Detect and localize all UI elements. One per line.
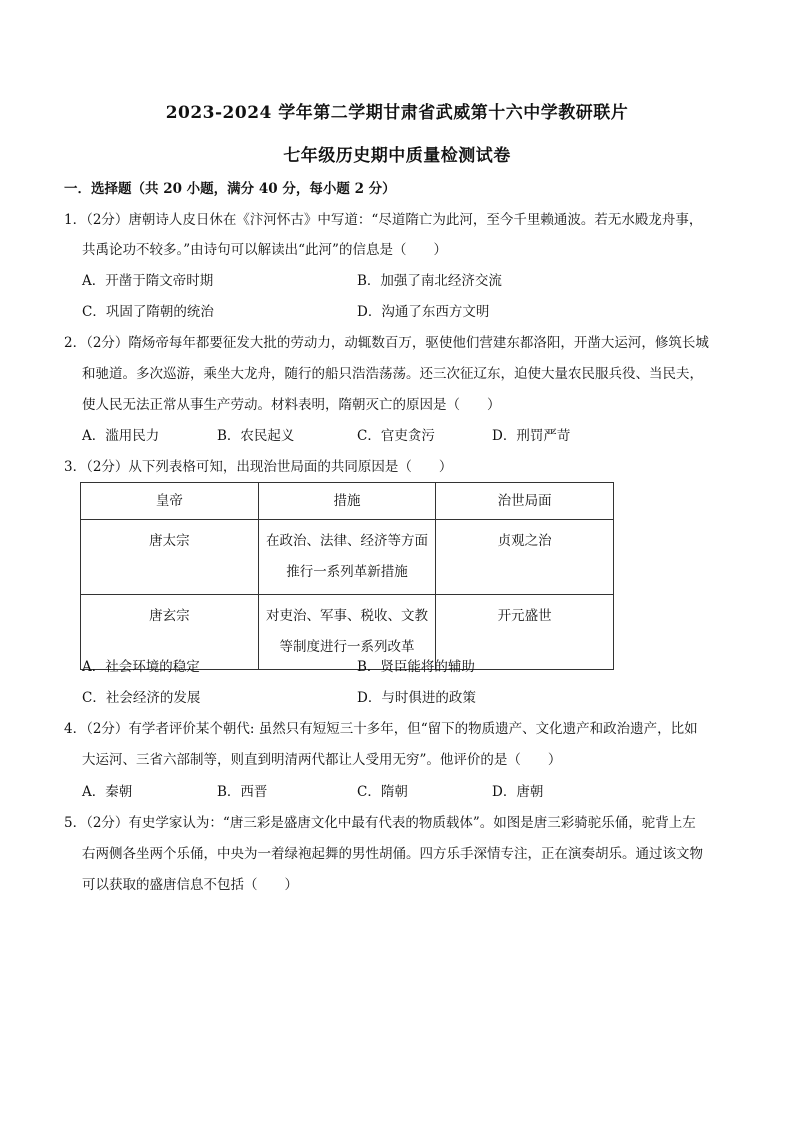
q1-option-c: C．巩固了隋朝的统治	[82, 304, 214, 320]
q2-line-3: 使人民无法正常从事生产劳动。材料表明，隋朝灭亡的原因是（ ）	[82, 397, 501, 413]
q2-line-2: 和驰道。多次巡游，乘坐大龙舟，随行的船只浩浩荡荡。还三次征辽东，迫使大量农民服兵役、当民夫，	[82, 366, 703, 382]
q3-option-d: D．与时俱进的政策	[357, 690, 476, 706]
q3-option-b: B．贤臣能将的辅助	[357, 659, 475, 675]
q3-table	[80, 482, 614, 670]
q1-line-1: 1．（2分）唐朝诗人皮日休在《汴河怀古》中写道：“尽道隋亡为此河，至今千里赖通波。若无水殿龙舟事，	[64, 212, 703, 228]
q3-row1-measure	[258, 520, 436, 595]
q2-option-c: C．官吏贪污	[357, 428, 435, 444]
q2-option-d: D．刑罚严苛	[492, 428, 571, 444]
q4-line-1: 4．（2分）有学者评价某个朝代: 虽然只有短短三十多年，但“留下的物质遗产、文化遗产和政治遗产，比如	[64, 721, 698, 737]
q3-table-header-row	[81, 483, 614, 520]
q1-option-d: D．沟通了东西方文明	[357, 304, 490, 320]
q3-header-measure: 措施	[258, 483, 436, 520]
q2-option-a: A．滥用民力	[82, 428, 160, 444]
q3-row1-emperor: 唐太宗	[81, 520, 259, 595]
q2-option-b: B．农民起义	[217, 428, 295, 444]
q1-option-b: B．加强了南北经济交流	[357, 273, 502, 289]
q3-table-row	[81, 520, 614, 595]
q4-option-b: B．西晋	[217, 784, 268, 800]
section-heading: 一．选择题（共 20 小题，满分 40 分，每小题 2 分）	[64, 181, 396, 197]
q5-line-1: 5．（2分）有史学家认为：“唐三彩是盛唐文化中最有代表的物质载体”。如图是唐三彩骑驼乐俑，驼背上左	[64, 815, 696, 831]
q3-row1-measure-line-2: 推行一系列革新措施	[286, 564, 408, 580]
q3-row1-result: 贞观之治	[436, 520, 614, 595]
q5-line-2: 右两侧各坐两个乐俑，中央为一着绿袍起舞的男性胡俑。四方乐手深情专注，正在演奏胡乐。通过该文物	[82, 846, 703, 862]
exam-title: 2023-2024 学年第二学期甘肃省武威第十六中学教研联片	[165, 103, 629, 123]
q4-option-c: C．隋朝	[357, 784, 408, 800]
q3-row2-emperor: 唐玄宗	[81, 595, 259, 670]
q4-option-a: A．秦朝	[82, 784, 133, 800]
q4-line-2: 大运河、三省六部制等，则直到明清两代都让人受用无穷”。他评价的是（ ）	[82, 752, 562, 768]
exam-subtitle: 七年级历史期中质量检测试卷	[283, 146, 511, 166]
q4-option-d: D．唐朝	[492, 784, 544, 800]
q3-row2-measure-line-1: 对吏治、军事、税收、文教	[265, 608, 428, 624]
q3-row2-measure-line-2: 等制度进行一系列改革	[279, 639, 415, 655]
q3-header-emperor: 皇帝	[81, 483, 259, 520]
q3-header-result: 治世局面	[436, 483, 614, 520]
q5-line-3: 可以获取的盛唐信息不包括（ ）	[82, 877, 298, 893]
q3-option-a: A．社会环境的稳定	[82, 659, 200, 675]
q1-option-a: A．开凿于隋文帝时期	[82, 273, 214, 289]
q2-line-1: 2．（2分）隋炀帝每年都要征发大批的劳动力，动辄数百万，驱使他们营建东都洛阳，开凿大运河，修筑长城	[64, 335, 709, 351]
q3-option-c: C．社会经济的发展	[82, 690, 201, 706]
q3-row1-measure-line-1: 在政治、法律、经济等方面	[265, 533, 428, 549]
q3-row2-result: 开元盛世	[436, 595, 614, 670]
q3-line-1: 3．（2分）从下列表格可知，出现治世局面的共同原因是（ ）	[64, 459, 453, 475]
q1-line-2: 共禹论功不较多。”由诗句可以解读出“此河”的信息是（ ）	[82, 242, 447, 258]
